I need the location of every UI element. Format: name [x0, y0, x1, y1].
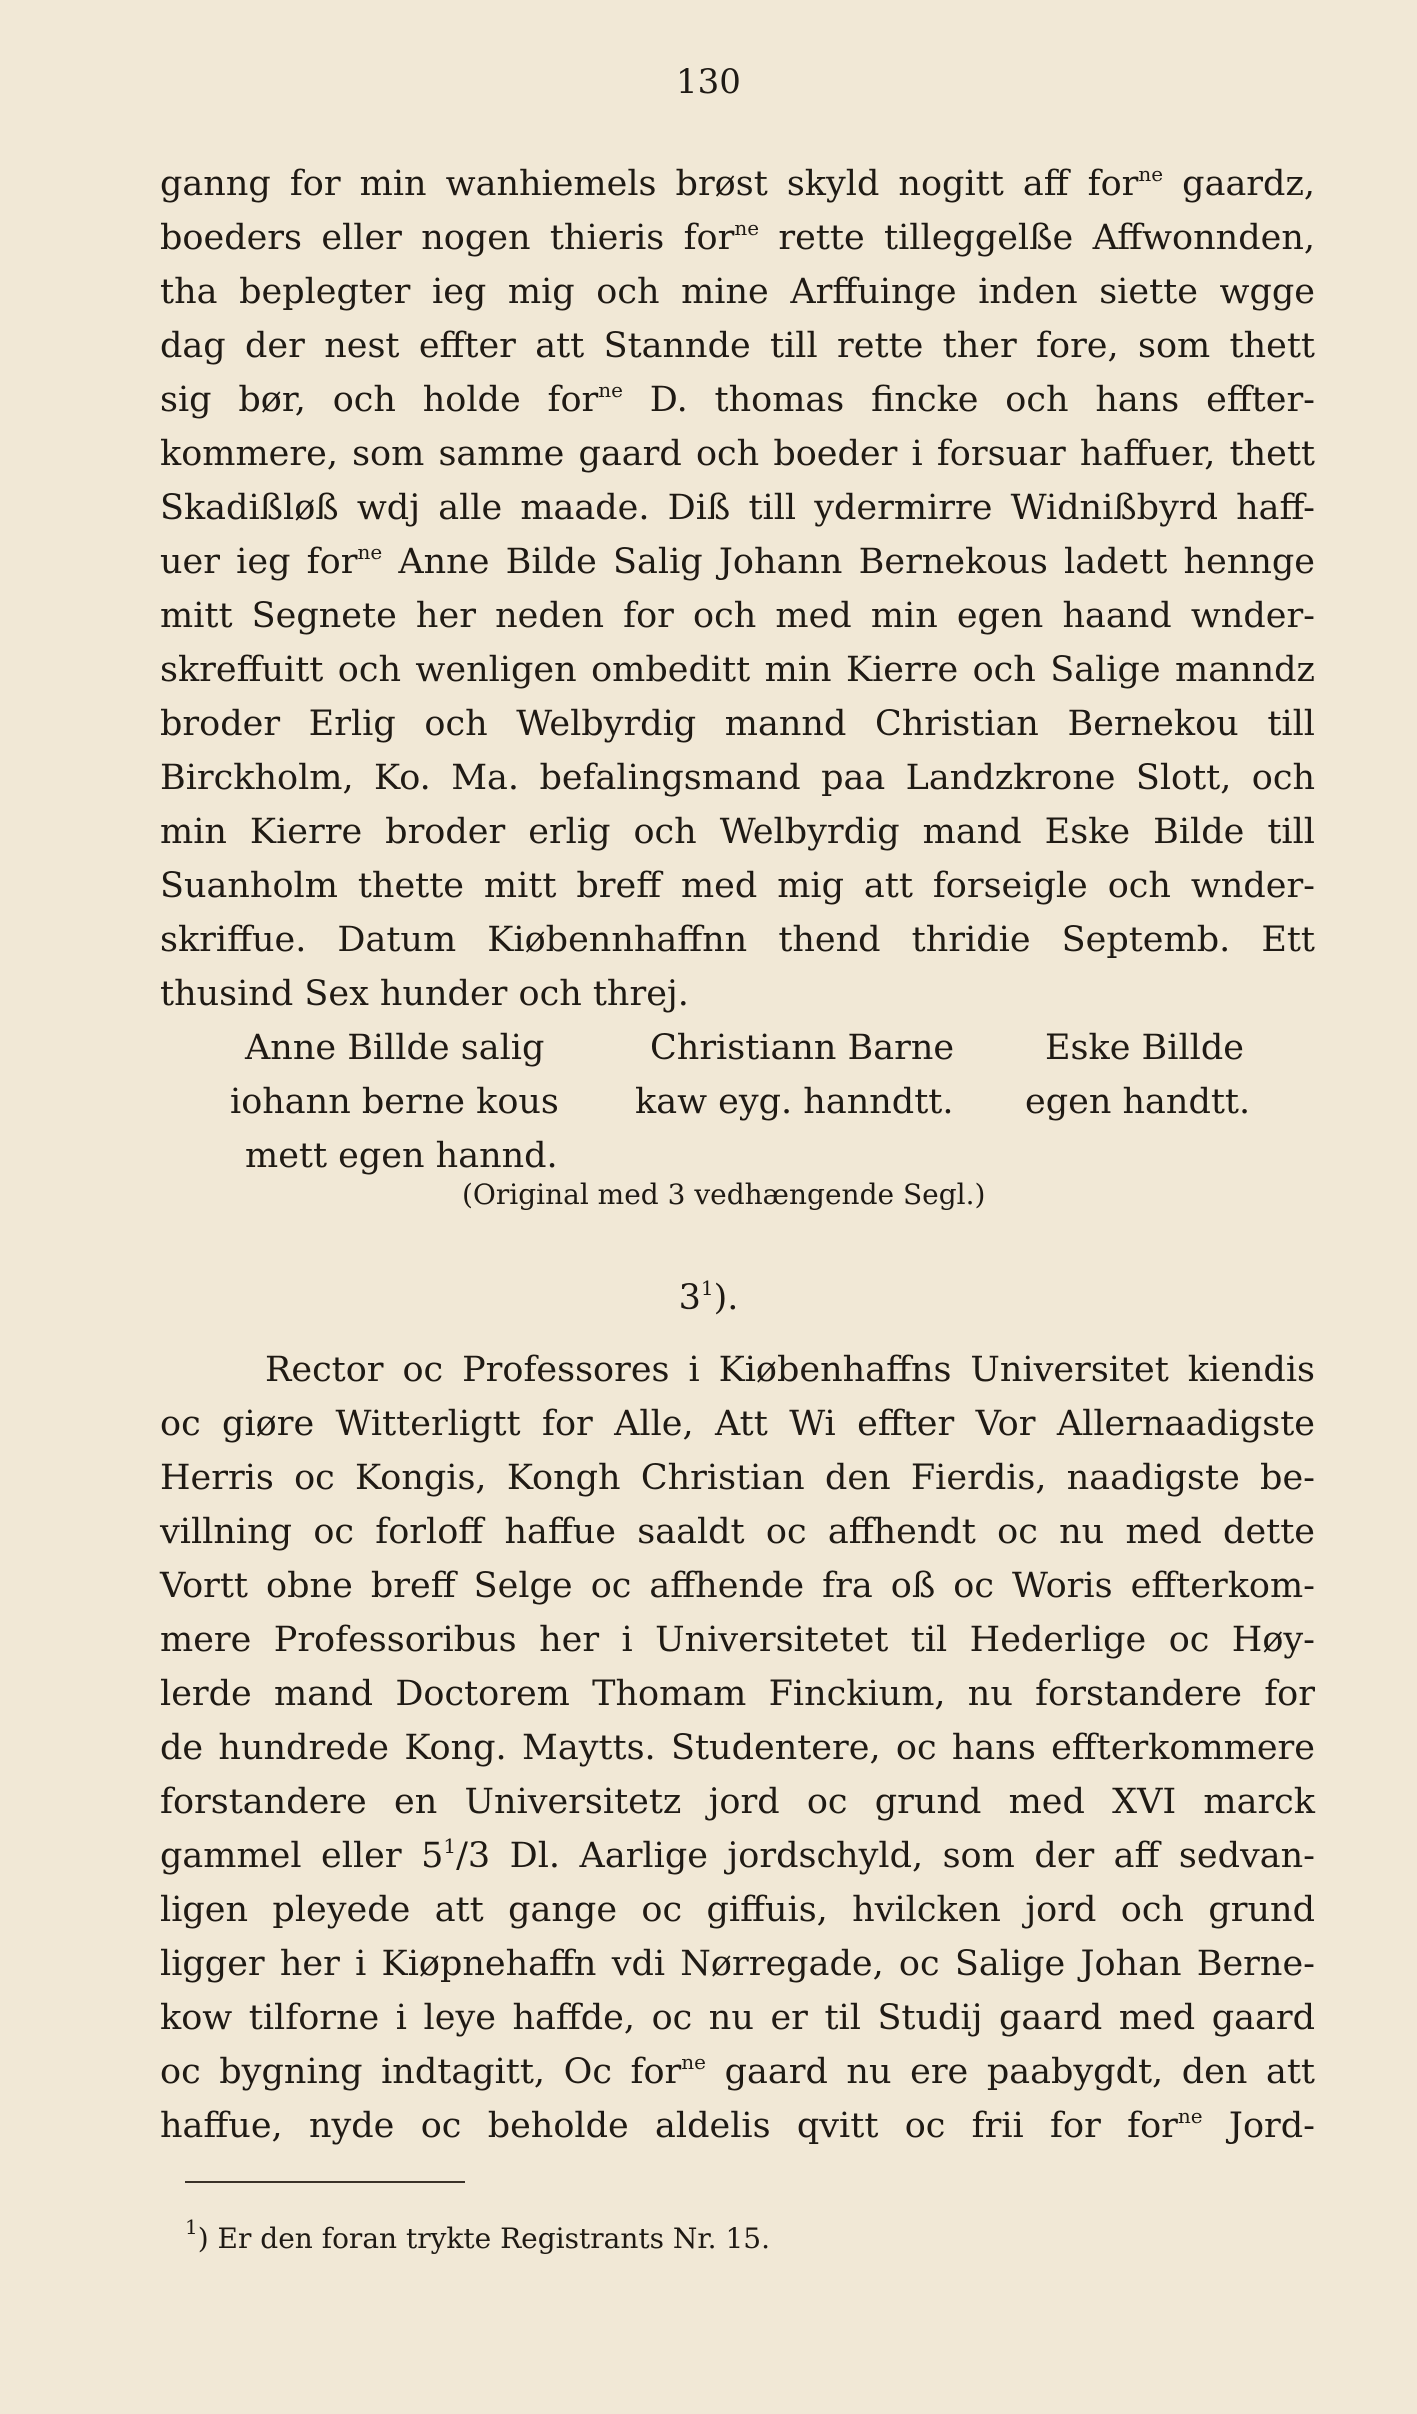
text-line: villning oc forloff haffue saaldt oc affhendt oc nu med dette	[160, 1512, 1315, 1552]
signature-christian-line-2: kaw eyg. hanndtt.	[635, 1082, 954, 1122]
text-line: lerde mand Doctorem Thomam Finckium, nu forstandere for	[160, 1674, 1315, 1714]
text-line: ligen pleyede att gange oc giffuis, hvilcken jord och grund	[160, 1890, 1315, 1930]
section-heading: $3^1$).	[678, 1276, 739, 1318]
text-line: dag der nest effter att Stannde till rette ther fore, som thett	[160, 326, 1315, 366]
text-line: Suanholm thette mitt breff med mig att forseigle och wnder-	[160, 866, 1315, 906]
text-line: boeders eller nogen thieris for$^{ne}$ rette tilleggelße Affwonnden,	[160, 216, 1315, 258]
text-line: Skadißløß wdj alle maade. Diß till ydermirre Widnißbyrd haff-	[160, 488, 1315, 528]
signature-anne-line-3: mett egen hannd.	[245, 1136, 558, 1176]
text-line: uer ieg for$^{ne}$ Anne Bilde Salig Johann Bernekous ladett hennge	[160, 540, 1315, 582]
text-line: mere Professoribus her i Universitetet til Hederlige oc Høy-	[160, 1620, 1315, 1660]
original-note: (Original med 3 vedhængende Segl.)	[462, 1178, 986, 1211]
text-line: Vortt obne breff Selge oc affhende fra oß oc Woris effterkom-	[160, 1566, 1315, 1606]
signature-anne-line-1: Anne Billde salig	[245, 1028, 545, 1068]
signature-christian-line-1: Christiann Barne	[650, 1028, 955, 1068]
text-line: sig bør, och holde for$^{ne}$ D. thomas fincke och hans effter-	[160, 378, 1315, 420]
text-line: gammel eller $5^1/3$ Dl. Aarlige jordschyld, som der aff sedvan-	[160, 1834, 1315, 1876]
signature-eske-line-2: egen handtt.	[1025, 1082, 1251, 1122]
text-line: skreffuitt och wenligen ombeditt min Kierre och Salige manndz	[160, 650, 1315, 690]
text-line: de hundrede Kong. Maytts. Studentere, oc hans effterkommere	[160, 1728, 1315, 1768]
signature-anne-line-2: iohann berne kous	[230, 1082, 559, 1122]
text-line: Herris oc Kongis, Kongh Christian den Fierdis, naadigste be-	[160, 1458, 1315, 1498]
text-line: Birckholm, Ko. Ma. befalingsmand paa Landzkrone Slott, och	[160, 758, 1315, 798]
text-line: min Kierre broder erlig och Welbyrdig mand Eske Bilde till	[160, 812, 1315, 852]
text-line: tha beplegter ieg mig och mine Arffuinge inden siette wgge	[160, 272, 1315, 312]
footnote-rule	[185, 2181, 465, 2183]
text-line: kow tilforne i leye haffde, oc nu er til Studij gaard med gaard	[160, 1998, 1315, 2038]
text-line: haffue, nyde oc beholde aldelis qvitt oc frii for for$^{ne}$ Jord-	[160, 2104, 1315, 2146]
page-number: 130	[676, 62, 741, 102]
text-line: ganng for min wanhiemels brøst skyld nogitt aff for$^{ne}$ gaardz,	[160, 162, 1316, 204]
text-line: skriffue. Datum Kiøbennhaffnn thend thridie Septemb. Ett	[160, 920, 1315, 960]
text-line: broder Erlig och Welbyrdig mannd Christian Bernekou till	[160, 704, 1315, 744]
text-line: mitt Segnete her neden for och med min egen haand wnder-	[160, 596, 1315, 636]
text-line: thusind Sex hunder och threj.	[160, 974, 689, 1014]
footnote: $^1$) Er den foran trykte Registrants Nr. 15.	[185, 2215, 771, 2255]
text-line: ligger her i Kiøpnehaffn vdi Nørregade, oc Salige Johan Berne-	[160, 1944, 1315, 1984]
text-line: oc bygning indtagitt, Oc for$^{ne}$ gaard nu ere paabygdt, den att	[160, 2050, 1315, 2092]
text-line: forstandere en Universitetz jord oc grund med XVI marck	[160, 1782, 1315, 1822]
text-line: kommere, som samme gaard och boeder i forsuar haffuer, thett	[160, 434, 1315, 474]
text-line: oc giøre Witterligtt for Alle, Att Wi effter Vor Allernaadigste	[160, 1404, 1315, 1444]
signature-eske-line-1: Eske Billde	[1045, 1028, 1244, 1068]
text-line: Rector oc Professores i Kiøbenhaffns Universitet kiendis	[265, 1350, 1315, 1390]
